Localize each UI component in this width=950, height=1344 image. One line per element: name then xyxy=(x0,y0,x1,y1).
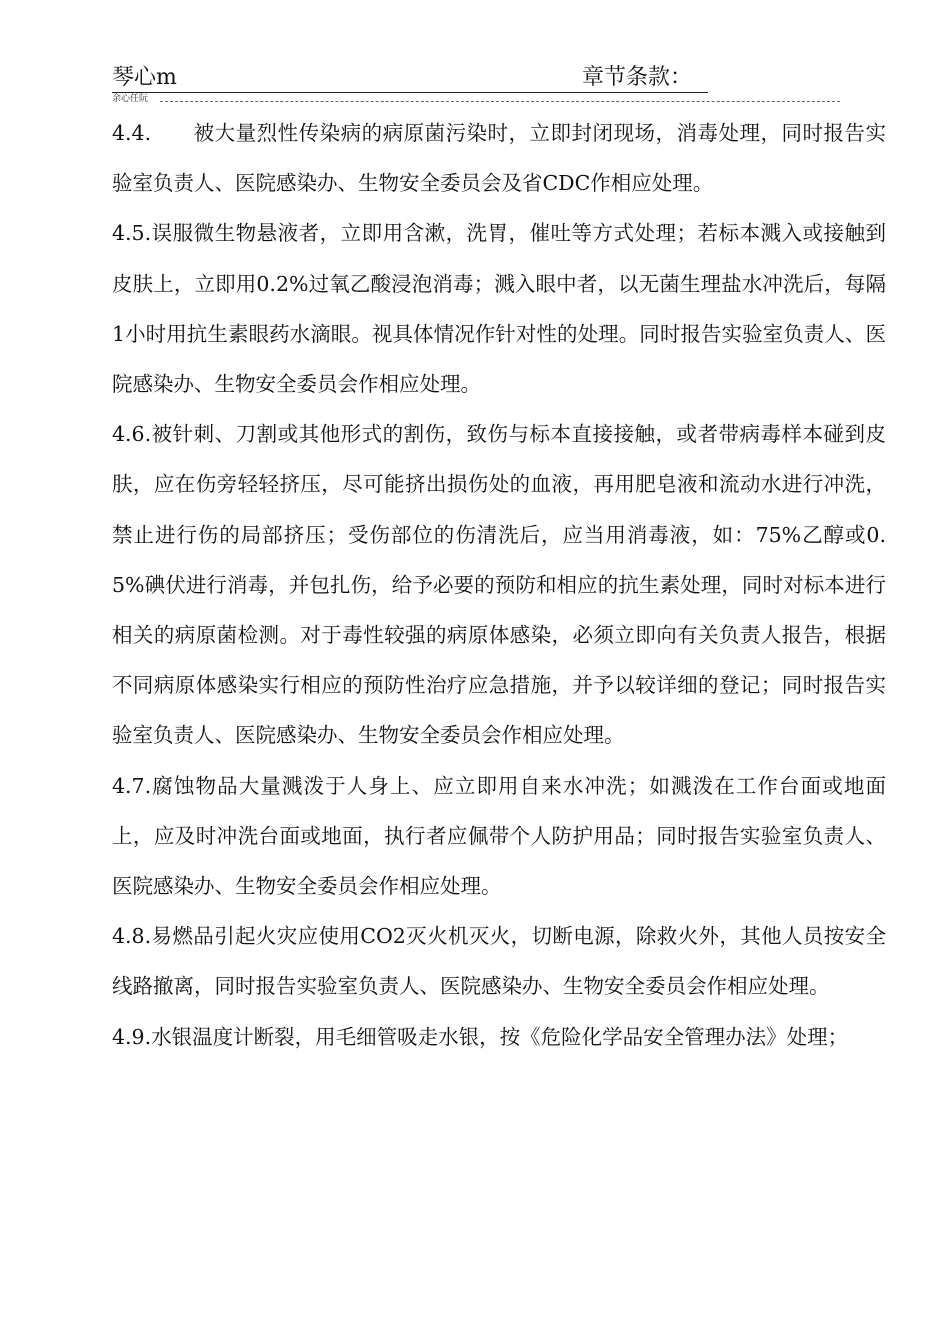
paragraph-4-9: 4.9.水银温度计断裂，用毛细管吸走水银，按《危险化学品安全管理办法》处理； xyxy=(112,1024,849,1049)
subheader-rule xyxy=(160,101,840,102)
paragraph-4-5: 4.5.误服微生物悬液者，立即用含漱，洗胃，催吐等方式处理；若标本溅入或接触到皮肤上，立即用0.2%过氧乙酸浸泡消毒；溅入眼中者，以无菌生理盐水冲洗后，每隔1小时用抗生素眼药水滴眼。视具体情况作针对性的处理。同时报告实验室负责人、医院感染办、生物安全委员会作相应处理。 xyxy=(112,221,886,397)
paragraph-4-6: 4.6.被针刺、刀割或其他形式的割伤，致伤与标本直接接触，或者带病毒样本碰到皮肤，应在伤旁轻轻挤压，尽可能挤出损伤处的血液，再用肥皂液和流动水进行冲洗，禁止进行伤的局部挤压；受伤部位的伤清洗后，应当用消毒液，如：75%乙醇或0.5%碘伏进行消毒，并包扎伤，给予必要的预防和相应的抗生素处理，同时对标本进行相关的病原菌检测。对于毒性较强的病原体感染，必须立即向有关负责人报告，根据不同病原体感染实行相应的预防性治疗应急措施，并予以较详细的登记；同时报告实验室负责人、医院感染办、生物安全委员会作相应处理。 xyxy=(112,422,886,748)
paragraph-4-4: 4.4. 被大量烈性传染病的病原菌污染时，立即封闭现场，消毒处理，同时报告实验室负责人、医院感染办、生物安全委员会及省CDC作相应处理。 xyxy=(112,121,886,196)
header-title: 琴心m xyxy=(112,65,177,90)
paragraph-4-7: 4.7.腐蚀物品大量溅泼于人身上、应立即用自来水冲洗；如溅泼在工作台面或地面上，应及时冲洗台面或地面，执行者应佩带个人防护用品；同时报告实验室负责人、医院感染办、生物安全委员会作相应处理。 xyxy=(112,773,886,899)
header-section-label: 章节条款： xyxy=(582,65,693,90)
document-body xyxy=(112,108,886,1062)
subheader-text: 余心任阮 xyxy=(112,94,149,104)
header-rule xyxy=(112,92,708,93)
paragraph-4-8: 4.8.易燃品引起火灾应使用CO2灭火机灭火，切断电源，除救火外，其他人员按安全线路撤离，同时报告实验室负责人、医院感染办、生物安全委员会作相应处理。 xyxy=(112,924,886,999)
